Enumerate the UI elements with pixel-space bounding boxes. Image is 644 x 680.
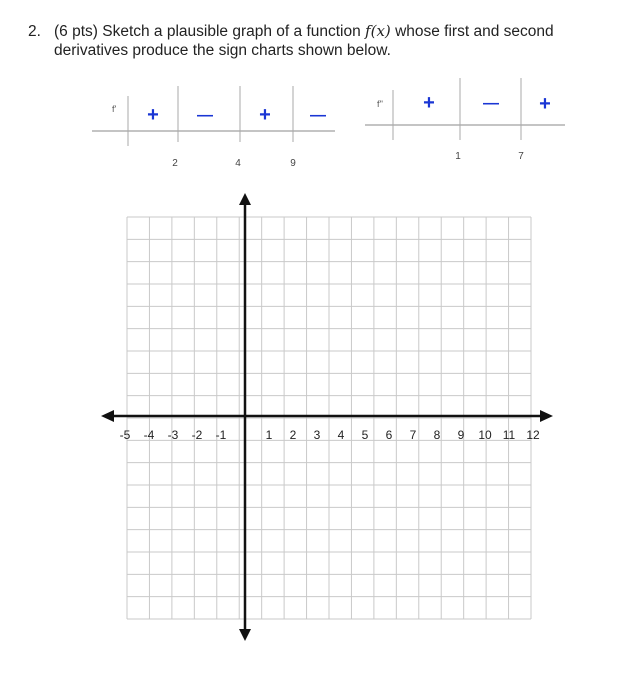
fprime-critical-point-9: 9	[290, 158, 296, 169]
x-tick-label: 12	[526, 428, 540, 442]
x-tick-label: 7	[409, 428, 417, 442]
first-derivative-sign-chart	[92, 86, 335, 169]
x-tick-label: 2	[289, 428, 297, 442]
question-number: 2.	[28, 23, 41, 40]
fprime-sign-1: +	[147, 104, 159, 126]
x-tick-label: -2	[191, 428, 203, 442]
x-tick-label: 5	[361, 428, 369, 442]
fdoubleprime-label: f''	[377, 99, 383, 109]
second-derivative-sign-chart	[365, 78, 565, 162]
x-tick-label: -4	[143, 428, 155, 442]
x-tick-label: 11	[502, 428, 516, 442]
question-text-before: (6 pts) Sketch a plausible graph of a function	[54, 23, 366, 40]
fdoubleprime-critical-point-7: 7	[518, 151, 524, 162]
x-tick-label: 9	[457, 428, 465, 442]
fdoubleprime-critical-point-1: 1	[455, 151, 461, 162]
fdoubleprime-sign-3: +	[539, 93, 551, 115]
coordinate-grid	[127, 217, 531, 619]
x-tick-label: 8	[433, 428, 441, 442]
x-tick-label: 1	[265, 428, 273, 442]
x-tick-label: 10	[478, 428, 492, 442]
x-tick-label: -3	[167, 428, 179, 442]
fdoubleprime-sign-2: —	[483, 95, 499, 112]
x-tick-label: 3	[313, 428, 321, 442]
x-tick-label: 4	[337, 428, 345, 442]
x-axis-left-arrow	[101, 410, 114, 422]
x-tick-label: 6	[385, 428, 393, 442]
y-axis-up-arrow	[239, 193, 251, 205]
question-text-after: whose first and second derivatives produce the sign charts shown below.	[54, 23, 554, 59]
function-symbol: f(x)	[365, 22, 391, 40]
fprime-sign-2: —	[197, 107, 213, 124]
fprime-sign-3: +	[259, 104, 271, 126]
x-tick-label: -1	[215, 428, 227, 442]
x-axis-right-arrow	[540, 410, 553, 422]
y-axis-down-arrow	[239, 629, 251, 641]
fprime-sign-4: —	[310, 107, 326, 124]
fdoubleprime-sign-1: +	[423, 92, 435, 114]
fprime-critical-point-4: 4	[235, 158, 241, 169]
x-tick-label: -5	[119, 428, 131, 442]
fprime-critical-point-2: 2	[172, 158, 178, 169]
coordinate-axes	[101, 193, 553, 641]
fprime-label: f'	[112, 104, 117, 114]
